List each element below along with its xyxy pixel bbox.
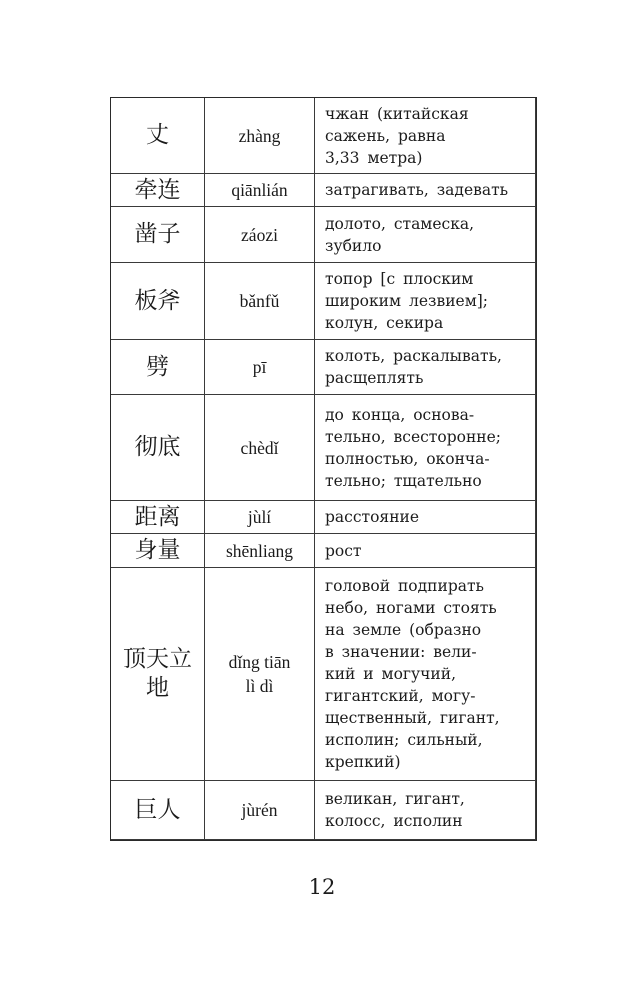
definition-line: затрагивать, задевать xyxy=(325,181,509,199)
pinyin-cell xyxy=(205,501,314,533)
hanzi-text: 牵连 xyxy=(134,176,181,203)
pinyin-text: záozi xyxy=(241,224,278,245)
definition-line: топор [с плоским xyxy=(325,270,474,288)
hanzi-cell xyxy=(111,207,204,262)
definition-line: щественный, гигант, xyxy=(325,709,500,727)
definition-line: крепкий) xyxy=(325,753,401,771)
definition-line: долото, стамеска, xyxy=(325,214,475,233)
pinyin-cell xyxy=(205,174,314,206)
definition-line: колун, секира xyxy=(325,314,444,332)
hanzi-cell xyxy=(111,568,204,780)
definition-cell xyxy=(315,174,535,206)
pinyin-cell xyxy=(205,568,314,780)
definition-line: 3,33 метра) xyxy=(325,148,423,167)
hanzi-cell xyxy=(111,395,204,500)
pinyin-text: qiānlián xyxy=(231,180,288,200)
definition-line: великан, гигант, xyxy=(325,790,465,808)
hanzi-text: 丈 xyxy=(146,122,169,148)
definition-line: расщеплять xyxy=(325,369,424,387)
definition-cell xyxy=(315,340,535,394)
hanzi-cell xyxy=(111,340,204,394)
pinyin-text: pī xyxy=(252,357,267,377)
definition-line: сажень, равна xyxy=(325,126,446,145)
hanzi-cell xyxy=(111,98,204,173)
hanzi-text: 身量 xyxy=(134,537,181,563)
hanzi-text: 巨人 xyxy=(134,796,181,823)
definition-line: небо, ногами стоять xyxy=(325,599,497,617)
pinyin-text: jùrén xyxy=(241,800,278,820)
hanzi-text: 凿子 xyxy=(134,221,181,247)
definition-cell xyxy=(315,263,535,339)
definition-line: тельно; тщательно xyxy=(325,471,482,490)
pinyin-cell xyxy=(205,98,314,173)
pinyin-cell xyxy=(205,263,314,339)
definition-line: широким лезвием]; xyxy=(325,292,489,310)
pinyin-text: bǎnfǔ xyxy=(239,291,280,311)
definition-cell xyxy=(315,568,535,780)
definition-line: тельно, всесторонне; xyxy=(325,427,502,446)
hanzi-cell xyxy=(111,174,204,206)
definition-line: колоть, раскалывать, xyxy=(325,347,502,365)
definition-line: зубило xyxy=(325,236,382,255)
pinyin-cell xyxy=(205,395,314,500)
hanzi-text: 彻底 xyxy=(134,434,181,460)
definition-line: исполин; сильный, xyxy=(325,731,483,749)
pinyin-text: shēnliang xyxy=(225,540,294,561)
pinyin-text: lì dì xyxy=(245,676,274,696)
vocabulary-table xyxy=(110,97,537,841)
pinyin-text: zhàng xyxy=(238,125,281,146)
definition-line: чжан (китайская xyxy=(325,104,469,123)
pinyin-cell xyxy=(205,207,314,262)
definition-line: на земле (образно xyxy=(325,621,482,639)
definition-line: гигантский, могу- xyxy=(325,687,476,705)
definition-line: колосс, исполин xyxy=(325,812,463,830)
pinyin-text: chèdǐ xyxy=(240,437,279,458)
definition-line: полностью, оконча- xyxy=(325,449,490,468)
definition-line: рост xyxy=(325,541,362,560)
pinyin-cell xyxy=(205,781,314,839)
definition-line: кий и могучий, xyxy=(325,665,456,683)
hanzi-cell xyxy=(111,534,204,567)
definition-cell xyxy=(315,781,535,839)
hanzi-text: 板斧 xyxy=(134,287,181,314)
definition-cell xyxy=(315,395,535,500)
definition-cell xyxy=(315,534,535,567)
definition-line: головой подпирать xyxy=(325,577,484,595)
definition-line: в значении: вели- xyxy=(325,643,477,661)
definition-line: до конца, основа- xyxy=(325,405,475,424)
definition-cell xyxy=(315,501,535,533)
hanzi-text: 劈 xyxy=(146,353,169,380)
hanzi-text: 顶天立 xyxy=(123,646,192,672)
definition-cell xyxy=(315,207,535,262)
hanzi-cell xyxy=(111,781,204,839)
hanzi-cell xyxy=(111,501,204,533)
page-number: 12 xyxy=(308,875,336,899)
hanzi-text: 地 xyxy=(146,675,169,701)
pinyin-cell xyxy=(205,340,314,394)
pinyin-cell xyxy=(205,534,314,567)
hanzi-text: 距离 xyxy=(134,503,181,530)
definition-line: расстояние xyxy=(325,508,420,526)
definition-cell xyxy=(315,98,535,173)
pinyin-text: dǐng tiān xyxy=(228,652,291,672)
hanzi-cell xyxy=(111,263,204,339)
pinyin-text: jùlí xyxy=(247,507,272,527)
